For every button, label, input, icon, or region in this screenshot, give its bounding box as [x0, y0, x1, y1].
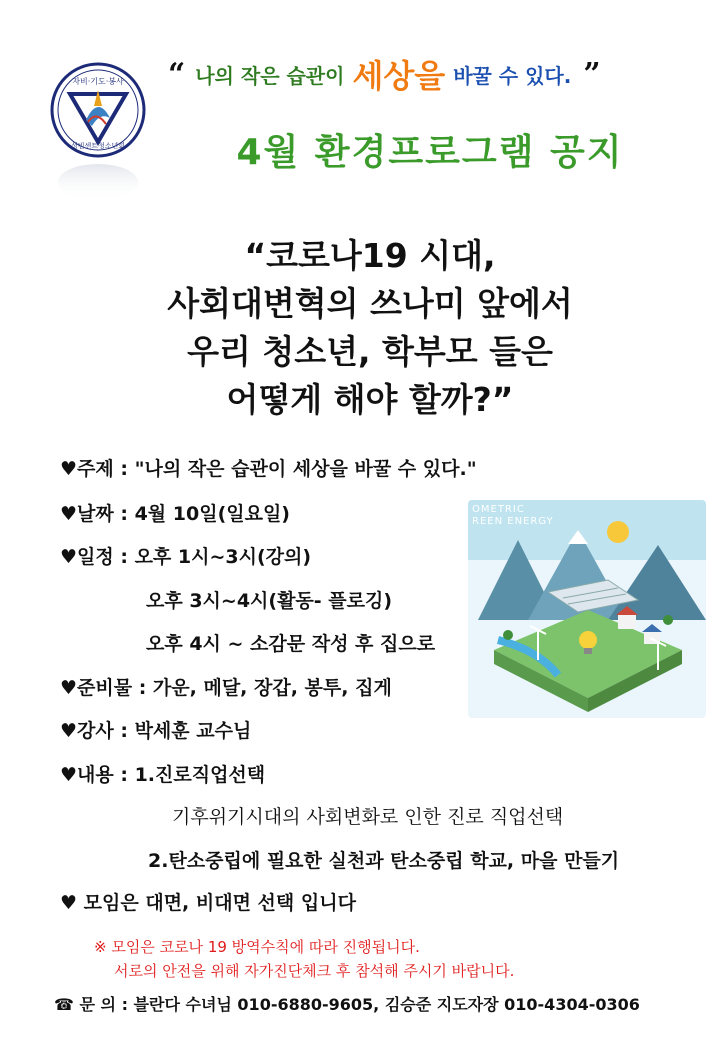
open-quote: “ — [168, 56, 186, 92]
contact-text: 블란다 수녀님 010-6880-9605, 김승준 지도자장 010-4304-0306 — [133, 995, 640, 1014]
illustration-caption-2: REEN ENERGY — [472, 516, 554, 527]
lecturer-text: 강사 : 박세훈 교수님 — [77, 720, 252, 742]
date-row — [60, 499, 290, 526]
supplies-text: 준비물 : 가운, 메달, 장갑, 봉투, 집게 — [77, 677, 392, 699]
slogan — [168, 44, 688, 104]
contact-label: 문 의 : — [79, 995, 128, 1014]
heart-icon: ♥ — [60, 764, 78, 786]
heart-icon: ♥ — [60, 892, 78, 914]
content-text-1: 내용 : 1.진로직업선택 — [77, 764, 266, 786]
schedule-row — [60, 542, 311, 569]
content-row-2: 기후위기시대의 사회변화로 인한 진로 직업선택 — [172, 806, 564, 828]
logo-top-text: 자비·기도·봉사 — [72, 77, 124, 86]
schedule-row-2: 오후 3시~4시(활동- 플로깅) — [146, 590, 393, 612]
heart-icon: ♥ — [60, 546, 78, 568]
lecturer-row — [60, 716, 251, 743]
date-text: 날짜 : 4월 10일(일요일) — [77, 503, 290, 525]
heart-icon: ♥ — [60, 677, 78, 699]
headline — [80, 232, 660, 424]
slogan-part1: 나의 작은 습관이 — [195, 63, 345, 88]
slogan-emphasis: 세상을 — [352, 57, 446, 95]
schedule-text-1: 일정 : 오후 1시~3시(강의) — [77, 546, 312, 568]
heart-icon: ♥ — [60, 503, 78, 525]
notice-line-1: ※ 모임은 코로나 19 방역수칙에 따라 진행됩니다. — [94, 938, 420, 956]
green-energy-illustration — [468, 500, 706, 718]
illustration-caption-1: OMETRIC — [472, 504, 525, 515]
heart-icon: ♥ — [60, 458, 78, 480]
headline-line-2: 사회대변혁의 쓰나미 앞에서 — [167, 284, 573, 323]
organization-logo — [48, 60, 148, 210]
topic-text: 주제 : "나의 작은 습관이 세상을 바꿀 수 있다." — [77, 458, 477, 480]
contact-line — [54, 992, 704, 1015]
topic-row — [60, 454, 477, 481]
headline-line-3: 우리 청소년, 학부모 들은 — [187, 332, 553, 371]
slogan-part2: 바꿀 수 있다. — [453, 63, 572, 88]
schedule-row-3: 오후 4시 ~ 소감문 작성 후 집으로 — [146, 633, 436, 655]
notice-title: 4월 환경프로그램 공지 — [236, 132, 624, 173]
notice-line-2: 서로의 안전을 위해 자가진단체크 후 참석해 주시기 바랍니다. — [114, 962, 515, 980]
content-row-3: 2.탄소중립에 필요한 실천과 탄소중립 학교, 마을 만들기 — [148, 850, 620, 872]
phone-icon: ☎ — [54, 995, 74, 1014]
logo-bottom-text: 성빈센트청소년회 — [70, 142, 126, 150]
supplies-row — [60, 673, 392, 700]
heart-icon: ♥ — [60, 720, 78, 742]
close-quote: ” — [583, 56, 601, 92]
headline-line-1: “코로나19 시대, — [244, 236, 496, 275]
headline-line-4: 어떻게 해야 할까?” — [226, 380, 514, 419]
meeting-row — [60, 888, 356, 915]
meeting-text: 모임은 대면, 비대면 선택 입니다 — [77, 892, 356, 914]
content-row — [60, 760, 265, 787]
